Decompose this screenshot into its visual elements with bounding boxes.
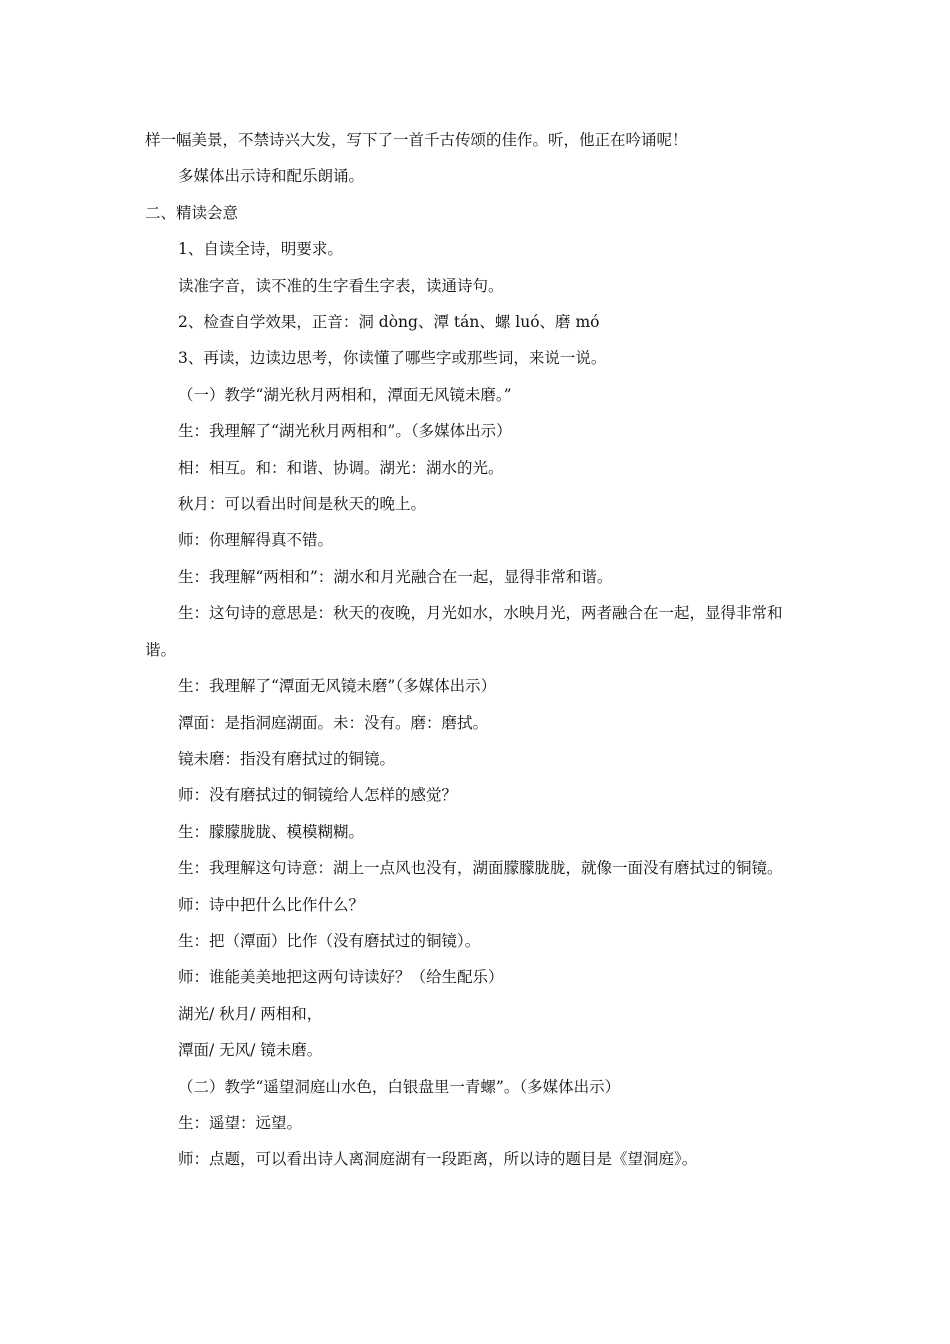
- paragraph: 生：我理解这句诗意：湖上一点风也没有，湖面朦朦胧胧，就像一面没有磨拭过的铜镜。: [178, 859, 783, 878]
- paragraph: 样一幅美景，不禁诗兴大发，写下了一首千古传颂的佳作。听，他正在吟诵呢！: [145, 131, 688, 149]
- poem-line: 湖光/ 秋月/ 两相和，: [178, 1004, 323, 1023]
- section-heading: 二、精读会意: [145, 203, 239, 222]
- paragraph: 2、检查自学效果，正音：洞 dòng、潭 tán、螺 luó、磨 mó: [178, 313, 600, 332]
- paragraph: 师：谁能美美地把这两句诗读好？（给生配乐）: [178, 968, 504, 987]
- paragraph: 3、再读，边读边思考，你读懂了哪些字或那些词，来说一说。: [178, 349, 607, 368]
- paragraph: 生：遥望：远望。: [178, 1113, 303, 1132]
- paragraph: 1、自读全诗，明要求。: [178, 240, 343, 259]
- paragraph: 秋月：可以看出时间是秋天的晚上。: [178, 495, 427, 514]
- paragraph: 生：我理解“两相和”：湖水和月光融合在一起，显得非常和谐。: [178, 567, 613, 586]
- subsection-heading: （一）教学“湖光秋月两相和，潭面无风镜未磨。”: [178, 385, 512, 404]
- paragraph: 生：这句诗的意思是：秋天的夜晚，月光如水，水映月光，两者融合在一起，显得非常和谐。: [145, 604, 783, 659]
- paragraph: 师：诗中把什么比作什么？: [178, 895, 365, 914]
- paragraph: 读准字音，读不准的生字看生字表，读通诗句。: [178, 276, 504, 295]
- document-body: [145, 122, 810, 1178]
- paragraph: 师：没有磨拭过的铜镜给人怎样的感觉？: [178, 786, 458, 805]
- paragraph: 生：我理解了“湖光秋月两相和”。（多媒体出示）: [178, 422, 512, 441]
- paragraph: 生：朦朦胧胧、模模糊糊。: [178, 822, 365, 841]
- paragraph: 镜未磨：指没有磨拭过的铜镜。: [178, 749, 396, 768]
- subsection-heading: （二）教学“遥望洞庭山水色，白银盘里一青螺”。（多媒体出示）: [178, 1077, 621, 1096]
- poem-line: 潭面/ 无风/ 镜未磨。: [178, 1041, 323, 1060]
- paragraph: 师：点题，可以看出诗人离洞庭湖有一段距离，所以诗的题目是《望洞庭》。: [178, 1150, 698, 1169]
- paragraph: 生：我理解了“潭面无风镜未磨”（多媒体出示）: [178, 677, 497, 696]
- paragraph: 多媒体出示诗和配乐朗诵。: [178, 167, 365, 186]
- paragraph: 生：把（潭面）比作（没有磨拭过的铜镜）。: [178, 931, 481, 950]
- paragraph: 师：你理解得真不错。: [178, 531, 334, 550]
- paragraph: 潭面：是指洞庭湖面。未：没有。磨：磨拭。: [178, 713, 489, 732]
- paragraph: 相：相互。和：和谐、协调。湖光：湖水的光。: [178, 458, 504, 477]
